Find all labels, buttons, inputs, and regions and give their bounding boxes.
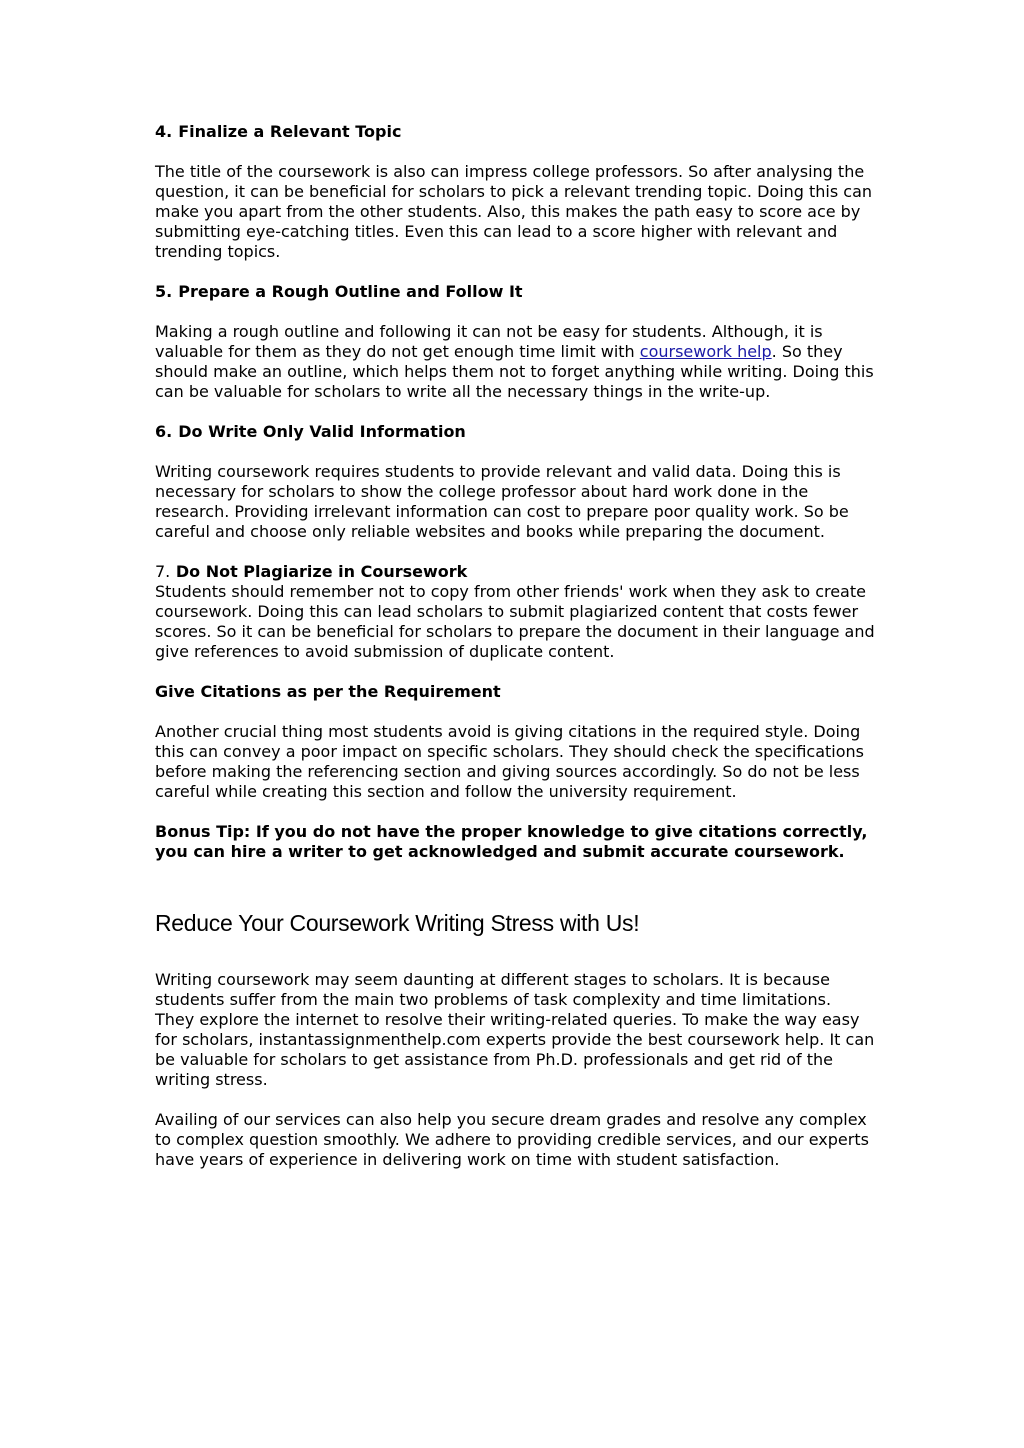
section-body-6: Writing coursework requires students to provide relevant and valid data. Doing this is necessary for scholars to show the college professor about hard work done in the research. Providing irrelevant information can cost to prepare poor quality work. So be careful and choose only reliable websites and books while preparing the document. xyxy=(155,462,849,541)
section-title: Give Citations as per the Requirement xyxy=(155,682,501,701)
section-body-4: The title of the coursework is also can impress college professors. So after analysing the question, it can be beneficial for scholars to pick a relevant trending topic. Doing this can make you apart from the other students. Also, this makes the path easy to score ace by submitting eye-catching titles. Even this can lead to a score higher with relevant and trending topics. xyxy=(155,162,873,261)
section-heading-7 xyxy=(155,562,875,582)
closing-paragraph-1: Writing coursework may seem daunting at different stages to scholars. It is because students suffer from the main two problems of task complexity and time limitations. They explore the internet to resolve their writing-related queries. To make the way easy for scholars, instantassignmenthelp.com experts provide the best coursework help. It can be valuable for scholars to get assistance from Ph.D. professionals and get rid of the writing stress. xyxy=(155,970,875,1089)
section-title: Finalize a Relevant Topic xyxy=(178,122,402,141)
section-heading-5 xyxy=(155,282,875,302)
section-body-citations: Another crucial thing most students avoid is giving citations in the required style. Doing this can convey a poor impact on specific scholars. They should check the specifications before making the referencing section and giving sources accordingly. So do not be less careful while creating this section and follow the university requirement. xyxy=(155,722,865,801)
section-title: Do Write Only Valid Information xyxy=(178,422,466,441)
section-number: 4. xyxy=(155,122,173,141)
coursework-help-link[interactable]: coursework help xyxy=(639,342,772,361)
section-heading-4 xyxy=(155,122,875,142)
section-title: Do Not Plagiarize in Coursework xyxy=(175,562,468,581)
document-page xyxy=(155,122,875,1170)
section-body-5 xyxy=(155,322,875,402)
body-text: . So they should make an outline, which helps them not to forget anything while writing. Doing this can be valuable for scholars to write all the necessary things in the write-up. xyxy=(155,342,874,401)
section-body-7: Students should remember not to copy from other friends' work when they ask to create coursework. Doing this can lead scholars to submit plagiarized content that costs fewer scores. So it can be beneficial for scholars to prepare the document in their language and give references to avoid submission of duplicate content. xyxy=(155,582,875,661)
section-number: 7. xyxy=(155,562,171,581)
bonus-tip: Bonus Tip: If you do not have the proper knowledge to give citations correctly, you can hire a writer to get acknowledged and submit accurate coursework. xyxy=(155,822,868,861)
section-heading-citations xyxy=(155,682,875,702)
closing-paragraph-2: Availing of our services can also help you secure dream grades and resolve any complex to complex question smoothly. We adhere to providing credible services, and our experts have years of experience in delivering work on time with student satisfaction. xyxy=(155,1110,869,1169)
closing-heading: Reduce Your Coursework Writing Stress with Us! xyxy=(155,910,640,936)
section-number: 5. xyxy=(155,282,173,301)
section-number: 6. xyxy=(155,422,173,441)
section-heading-6 xyxy=(155,422,875,442)
section-title: Prepare a Rough Outline and Follow It xyxy=(178,282,523,301)
body-text: Making a rough outline and following it can not be easy for students. Although, it is valuable for them as they do not get enough time limit with xyxy=(155,322,823,361)
